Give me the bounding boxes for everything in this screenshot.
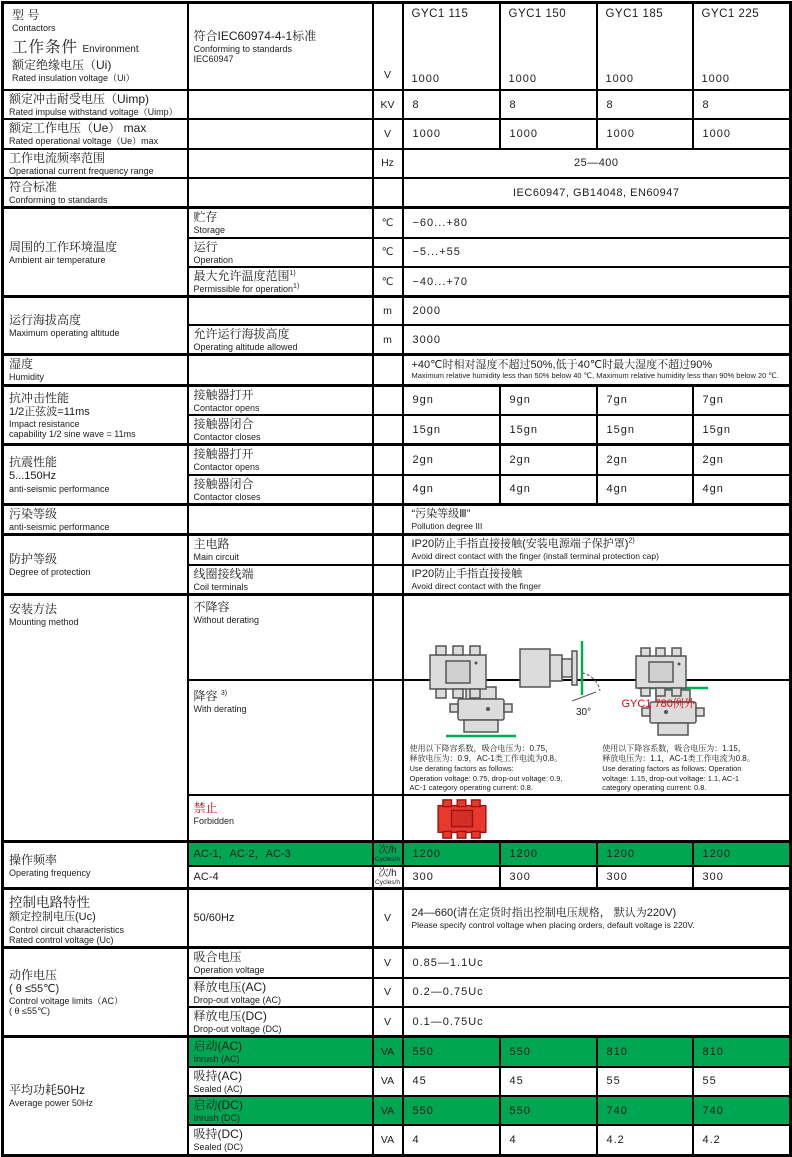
ac123-unit [373, 842, 403, 866]
ui-label-zh: 额定绝缘电压（Ui) [12, 58, 112, 73]
empty-cell [188, 90, 373, 119]
cycles-unit-zh: 次/h [378, 868, 397, 880]
operation-unit: ℃ [373, 238, 403, 267]
empty-cell [188, 149, 373, 178]
main-circuit-label [188, 535, 373, 565]
without-derating-label [188, 595, 373, 680]
sealed-dc-zh: 吸持(DC) [193, 1127, 243, 1142]
inrush-ac-value: 810 [597, 1037, 693, 1067]
inrush-dc-en: Inrush (DC) [193, 1113, 241, 1123]
header-left-cell [3, 3, 188, 91]
ac4-value: 300 [597, 866, 693, 889]
seismic-zh1: 抗震性能 [9, 455, 58, 470]
humidity-value [403, 355, 791, 385]
inrush-dc-value: 740 [693, 1096, 791, 1125]
control-value-zh: 24—660(请在定货时指出控制电压规格， 默认为220V) [411, 906, 677, 919]
model-name: GYC1 150 [508, 8, 567, 20]
conforming-standard-cell [188, 3, 373, 91]
freq-unit: Hz [373, 149, 403, 178]
impact-close-value: 15gn [403, 415, 500, 445]
impact-close-value: 15gn [693, 415, 791, 445]
inrush-dc-value: 550 [500, 1096, 597, 1125]
control-zh1: 控制电路特性 [9, 895, 90, 911]
ue-en: Rated operational voltage（Ue）max [9, 136, 159, 147]
derating-left-zh2: 释放电压为：0.9，AC-1类工作电流为0.8。 [409, 753, 562, 763]
empty-unit [373, 795, 403, 842]
inrush-dc-unit: VA [373, 1096, 403, 1125]
derating-right-en2: voltage: 1.15, drop-out voltage: 1.1, AC-1 [602, 773, 740, 783]
seismic-open-value: 2gn [597, 445, 693, 475]
permissible-label [188, 267, 373, 297]
dropout-dc-value: 0.1—0.75Uc [403, 1007, 791, 1037]
ui-value: 1000 [411, 73, 440, 85]
pollution-value [403, 504, 791, 534]
with-derating-zh: 降容 [193, 688, 218, 703]
sealed-ac-value: 45 [500, 1067, 597, 1096]
derating-right-zh2: 释放电压为：1.1，AC-1类工作电流为0.8。 [602, 753, 755, 763]
opens-zh: 接触器打开 [193, 447, 254, 462]
ac4-text: AC-4 [193, 870, 219, 883]
ambient-zh: 周围的工作环境温度 [9, 239, 118, 254]
inrush-dc-label [188, 1096, 373, 1125]
cycles-unit-en: Cycles/h [375, 879, 400, 887]
empty-cell [188, 504, 373, 534]
empty-unit [373, 565, 403, 595]
without-derating-diagram-cell [403, 595, 791, 719]
opens-zh: 接触器打开 [193, 387, 254, 402]
operation-voltage-label [188, 948, 373, 978]
uimp-unit: KV [373, 90, 403, 119]
footnote-sup: 1) [293, 283, 300, 291]
forbidden-zh: 禁止 [193, 801, 218, 816]
sealed-dc-value: 4.2 [693, 1125, 791, 1155]
inrush-ac-zh: 启动(AC) [193, 1039, 243, 1054]
altitude-zh: 运行海拔高度 [9, 313, 82, 328]
control-unit: V [373, 889, 403, 948]
empty-unit [373, 385, 403, 415]
ui-value: 1000 [508, 73, 537, 85]
op-freq-en: Operating frequency [9, 867, 91, 878]
sealed-dc-value: 4 [500, 1125, 597, 1155]
with-derating-label [188, 680, 373, 796]
ue-value: 1000 [500, 119, 597, 148]
dropout-dc-en: Drop-out voltage (DC) [193, 1023, 282, 1034]
permissible-value: −40...+70 [403, 267, 791, 297]
ue-label [3, 119, 188, 148]
storage-zh: 贮存 [193, 210, 218, 225]
impact-open-value: 7gn [693, 385, 791, 415]
protection-zh: 防护等级 [9, 551, 58, 566]
empty-unit [373, 445, 403, 475]
freq-en: Operational current frequency range [9, 165, 154, 176]
ac4-value: 300 [403, 866, 500, 889]
ui-unit: V [373, 3, 403, 91]
sealed-ac-value: 55 [693, 1067, 791, 1096]
dropout-dc-label [188, 1007, 373, 1037]
ac4-label [188, 866, 373, 889]
model-name: GYC1 225 [701, 8, 760, 20]
derating-right-en1: Use derating factors as follows: Operation [602, 764, 742, 774]
sealed-ac-unit: VA [373, 1067, 403, 1096]
forbidden-diagram-cell [403, 795, 791, 842]
seismic-close-value: 4gn [597, 475, 693, 505]
uimp-value: 8 [693, 90, 791, 119]
ac123-value: 1200 [693, 842, 791, 866]
impact-close-value: 15gn [597, 415, 693, 445]
inrush-ac-value: 550 [500, 1037, 597, 1067]
sealed-dc-value: 4.2 [597, 1125, 693, 1155]
dropout-dc-unit: V [373, 1007, 403, 1037]
env-label-zh: 工作条件 [12, 39, 79, 57]
limits-label [3, 948, 188, 1037]
protection-label [3, 535, 188, 595]
contactor-closes-label [188, 415, 373, 445]
standards-zh: 符合标准 [9, 180, 58, 195]
altitude-allowed-en: Operating altitude allowed [193, 341, 298, 352]
derating-left-en2: Operation voltage: 0.75, drop-out voltage: 0.9, [409, 773, 563, 783]
ui-label-en: Rated insulation voltage（Ui） [12, 73, 135, 84]
ac123-label [188, 842, 373, 866]
coil-terminals-en: Coil terminals [193, 581, 249, 592]
seismic-open-value: 2gn [403, 445, 500, 475]
exception-note: GYC1 780例外 [621, 698, 695, 711]
humidity-label [3, 355, 188, 385]
standards-value: IEC60947, GB14048, EN60947 [403, 178, 791, 208]
impact-open-value: 7gn [597, 385, 693, 415]
inrush-ac-en: Inrush (AC) [193, 1054, 240, 1065]
altitude-allowed-label [188, 325, 373, 355]
uimp-label [3, 90, 188, 119]
model-label-en: Contactors [12, 23, 56, 33]
contactor-side-tilt-diagram [516, 639, 620, 719]
op-voltage-en: Operation voltage [193, 965, 265, 976]
power-en: Average power 50Hz [9, 1098, 93, 1109]
control-sub-text: 50/60Hz [193, 911, 235, 924]
closes-en: Contactor closes [193, 491, 261, 502]
empty-unit [373, 355, 403, 385]
mounting-zh: 安装方法 [9, 602, 58, 616]
seismic-zh2: 5...150Hz [9, 470, 57, 483]
ue-value: 1000 [693, 119, 791, 148]
derating-left-zh1: 使用以下降容系数，吸合电压为：0.75， [409, 743, 554, 753]
main-circuit-en: Main circuit [193, 552, 240, 563]
operation-zh: 运行 [193, 239, 218, 254]
ac123-value: 1200 [500, 842, 597, 866]
without-derating-en: Without derating [193, 615, 260, 625]
sealed-dc-label [188, 1125, 373, 1155]
freq-zh: 工作电流频率范围 [9, 150, 106, 165]
operation-temp-label [188, 238, 373, 267]
contactor-front-diagram [426, 643, 490, 701]
seismic-close-value: 4gn [403, 475, 500, 505]
opens-en: Contactor opens [193, 402, 260, 413]
model-label-zh: 型 号 [12, 8, 40, 22]
sealed-ac-label [188, 1067, 373, 1096]
control-label [3, 889, 188, 948]
empty-unit [373, 415, 403, 445]
dropout-ac-label [188, 978, 373, 1007]
opens-en: Contactor opens [193, 462, 260, 473]
storage-en: Storage [193, 225, 226, 236]
dropout-ac-value: 0.2—0.75Uc [403, 978, 791, 1007]
seismic-open-value: 2gn [693, 445, 791, 475]
ac4-unit [373, 866, 403, 889]
ac4-value: 300 [693, 866, 791, 889]
env-label-en: Environment [82, 44, 139, 56]
impact-open-value: 9gn [403, 385, 500, 415]
mounting-label [3, 595, 188, 842]
main-circuit-zh: 主电路 [193, 537, 230, 552]
ip20-coil-zh: IP20防止手指直接接触 [411, 567, 523, 580]
humidity-zh: 湿度 [9, 357, 34, 372]
uimp-zh: 额定冲击耐受电压（Uimp) [9, 92, 149, 106]
op-voltage-unit: V [373, 948, 403, 978]
uimp-value: 8 [403, 90, 500, 119]
sealed-dc-value: 4 [403, 1125, 500, 1155]
empty-cell [188, 297, 373, 325]
ui-value: 1000 [605, 73, 634, 85]
inrush-dc-value: 550 [403, 1096, 500, 1125]
sealed-dc-unit: VA [373, 1125, 403, 1155]
mounting-en: Mounting method [9, 617, 79, 627]
empty-unit [373, 178, 403, 208]
altitude-value: 2000 [403, 297, 791, 325]
permissible-unit: ℃ [373, 267, 403, 297]
control-en2: Rated control voltage (Uc) [9, 934, 114, 945]
ac123-value: 1200 [597, 842, 693, 866]
closes-en: Contactor closes [193, 431, 261, 442]
seismic-en1: anti-seismic performance [9, 483, 110, 494]
standard-zh: 符合IEC60974-4-1标准 [193, 28, 317, 43]
ambient-en: Ambient air temperature [9, 254, 106, 265]
control-sub-label [188, 889, 373, 948]
model-name: GYC1 115 [411, 8, 469, 20]
inrush-dc-zh: 启动(DC) [193, 1098, 243, 1112]
altitude-label [3, 297, 188, 355]
cycles-unit-zh: 次/h [378, 845, 397, 857]
operation-en: Operation [193, 254, 234, 265]
inrush-ac-value: 810 [693, 1037, 791, 1067]
without-derating-zh: 不降容 [193, 600, 230, 614]
op-voltage-value: 0.85—1.1Uc [403, 948, 791, 978]
control-zh2: 额定控制电压(Uc) [9, 911, 96, 924]
coil-terminals-label [188, 565, 373, 595]
standard-en: Conforming to standards [193, 43, 293, 54]
ambient-label [3, 208, 188, 297]
empty-unit [373, 475, 403, 505]
uimp-en: Rated impulse withstand voltage（Uimp） [9, 107, 178, 117]
op-freq-zh: 操作频率 [9, 852, 58, 867]
empty-unit [373, 535, 403, 565]
pollution-value-en: Pollution degree III [411, 520, 483, 531]
ac123-value: 1200 [403, 842, 500, 866]
empty-unit [373, 680, 403, 796]
contactor-forbidden-diagram [434, 798, 490, 840]
permissible-zh: 最大允许温度范围 [193, 269, 290, 284]
ac4-value: 300 [500, 866, 597, 889]
sealed-ac-zh: 吸持(AC) [193, 1068, 243, 1083]
humidity-en: Humidity [9, 372, 45, 383]
control-en1: Control circuit characteristics [9, 924, 125, 935]
storage-value: −60...+80 [403, 208, 791, 238]
sealed-ac-value: 55 [597, 1067, 693, 1096]
freq-label [3, 149, 188, 178]
coil-terminals-zh: 线圈接线端 [193, 566, 254, 581]
derating-left-en1: Use derating factors as follows: [409, 764, 514, 774]
standards-en: Conforming to standards [9, 195, 108, 206]
seismic-close-value: 4gn [500, 475, 597, 505]
derating-right-zh1: 使用以下降容系数，吸合电压为：1.15， [602, 743, 746, 753]
closes-zh: 接触器闭合 [193, 476, 254, 491]
inrush-ac-unit: VA [373, 1037, 403, 1067]
cycles-unit-en: Cycles/h [375, 856, 400, 864]
empty-cell [188, 178, 373, 208]
pollution-zh: 污染等级 [9, 506, 58, 521]
pollution-en: anti-seismic performance [9, 521, 110, 532]
model-col-1 [403, 3, 500, 91]
empty-cell [188, 119, 373, 148]
footnote-sup: 2) [628, 537, 635, 545]
pollution-value-zh: “污染等级Ⅲ” [411, 508, 471, 521]
contactor-opens-label [188, 385, 373, 415]
sealed-ac-value: 45 [403, 1067, 500, 1096]
ip20-zh: IP20防止手指直接接触(安装电源端子保护罩) [411, 538, 629, 551]
sealed-ac-en: Sealed (AC) [193, 1083, 243, 1094]
op-voltage-zh: 吸合电压 [193, 950, 242, 965]
power-label [3, 1037, 188, 1155]
inrush-ac-label [188, 1037, 373, 1067]
dropout-ac-unit: V [373, 978, 403, 1007]
model-name: GYC1 185 [605, 8, 664, 20]
sealed-dc-en: Sealed (DC) [193, 1142, 244, 1153]
uimp-value: 8 [597, 90, 693, 119]
altitude-allowed-zh: 允许运行海拔高度 [193, 326, 290, 341]
impact-close-value: 15gn [500, 415, 597, 445]
inrush-ac-value: 550 [403, 1037, 500, 1067]
tilt-angle-label: 30° [575, 707, 591, 719]
ue-unit: V [373, 119, 403, 148]
impact-zh2: 1/2正弦波=11ms [9, 405, 90, 418]
seismic-close-value: 4gn [693, 475, 791, 505]
footnote-sup: 3) [220, 689, 228, 697]
limits-zh1: 动作电压 [9, 967, 58, 982]
derating-right-en3: category operating current: 0.8. [602, 783, 707, 793]
ip20-coil-en: Avoid direct contact with the finger [411, 580, 541, 591]
dropout-ac-zh: 释放电压(AC) [193, 979, 267, 994]
storage-unit: ℃ [373, 208, 403, 238]
spec-table [1, 1, 792, 1157]
closes-zh: 接触器闭合 [193, 416, 254, 431]
pollution-label [3, 504, 188, 534]
seismic-label [3, 445, 188, 505]
protection-en: Degree of protection [9, 566, 91, 577]
freq-value: 25—400 [403, 149, 791, 178]
empty-cell [188, 355, 373, 385]
ue-zh: 额定工作电压（Ue） max [9, 121, 147, 136]
coil-terminals-value [403, 565, 791, 595]
impact-en2: capability 1/2 sine wave = 11ms [9, 429, 136, 440]
ip20-en: Avoid direct contact with the finger (install terminal protection cap) [411, 551, 659, 562]
altitude-allowed-value: 3000 [403, 325, 791, 355]
altitude-unit: m [373, 297, 403, 325]
control-value-en: Please specify control voltage when placing orders, default voltage is 220V. [411, 919, 695, 930]
limits-zh2: ( θ ≤55℃) [9, 982, 60, 995]
contactor-opens-label [188, 445, 373, 475]
control-value [403, 889, 791, 948]
standards-label [3, 178, 188, 208]
limits-en2: ( θ ≤55℃) [9, 1006, 51, 1017]
operation-value: −5...+55 [403, 238, 791, 267]
derating-left-en3: AC-1 category operating current: 0.8. [409, 783, 533, 793]
model-col-2 [500, 3, 597, 91]
model-col-3 [597, 3, 693, 91]
contactor-front-mounted-diagram [632, 645, 690, 699]
with-derating-en: With derating [193, 703, 247, 714]
op-freq-label [3, 842, 188, 889]
dropout-dc-zh: 释放电压(DC) [193, 1008, 267, 1023]
impact-open-value: 9gn [500, 385, 597, 415]
impact-zh1: 抗冲击性能 [9, 390, 70, 405]
ac123-text: AC-1，AC-2，AC-3 [193, 847, 291, 860]
permissible-en: Permissible for operation [193, 284, 294, 295]
uimp-value: 8 [500, 90, 597, 119]
model-col-4 [693, 3, 791, 91]
main-circuit-value [403, 535, 791, 565]
dropout-ac-en: Drop-out voltage (AC) [193, 994, 282, 1005]
empty-unit [373, 595, 403, 680]
forbidden-label [188, 795, 373, 842]
altitude-allowed-unit: m [373, 325, 403, 355]
seismic-open-value: 2gn [500, 445, 597, 475]
storage-label [188, 208, 373, 238]
footnote-sup: 1) [289, 270, 296, 278]
power-zh: 平均功耗50Hz [9, 1083, 86, 1098]
forbidden-en: Forbidden [193, 816, 235, 827]
limits-en1: Control voltage limits（AC） [9, 996, 124, 1007]
impact-label [3, 385, 188, 445]
impact-en1: Impact resistance [9, 418, 80, 429]
humidity-value-en: Maximum relative humidity less than 50% below 40 ℃, Maximum relative humidity less than 90% below 20 ℃. [411, 371, 779, 381]
ue-value: 1000 [597, 119, 693, 148]
contactor-closes-label [188, 475, 373, 505]
ui-value: 1000 [701, 73, 730, 85]
inrush-dc-value: 740 [597, 1096, 693, 1125]
standard-en2: IEC60947 [193, 54, 234, 64]
altitude-en: Maximum operating altitude [9, 328, 120, 339]
empty-unit [373, 504, 403, 534]
humidity-value-zh: +40℃时相对湿度不超过50%,低于40℃时最大湿度不超过90% [411, 358, 713, 371]
ue-value: 1000 [403, 119, 500, 148]
